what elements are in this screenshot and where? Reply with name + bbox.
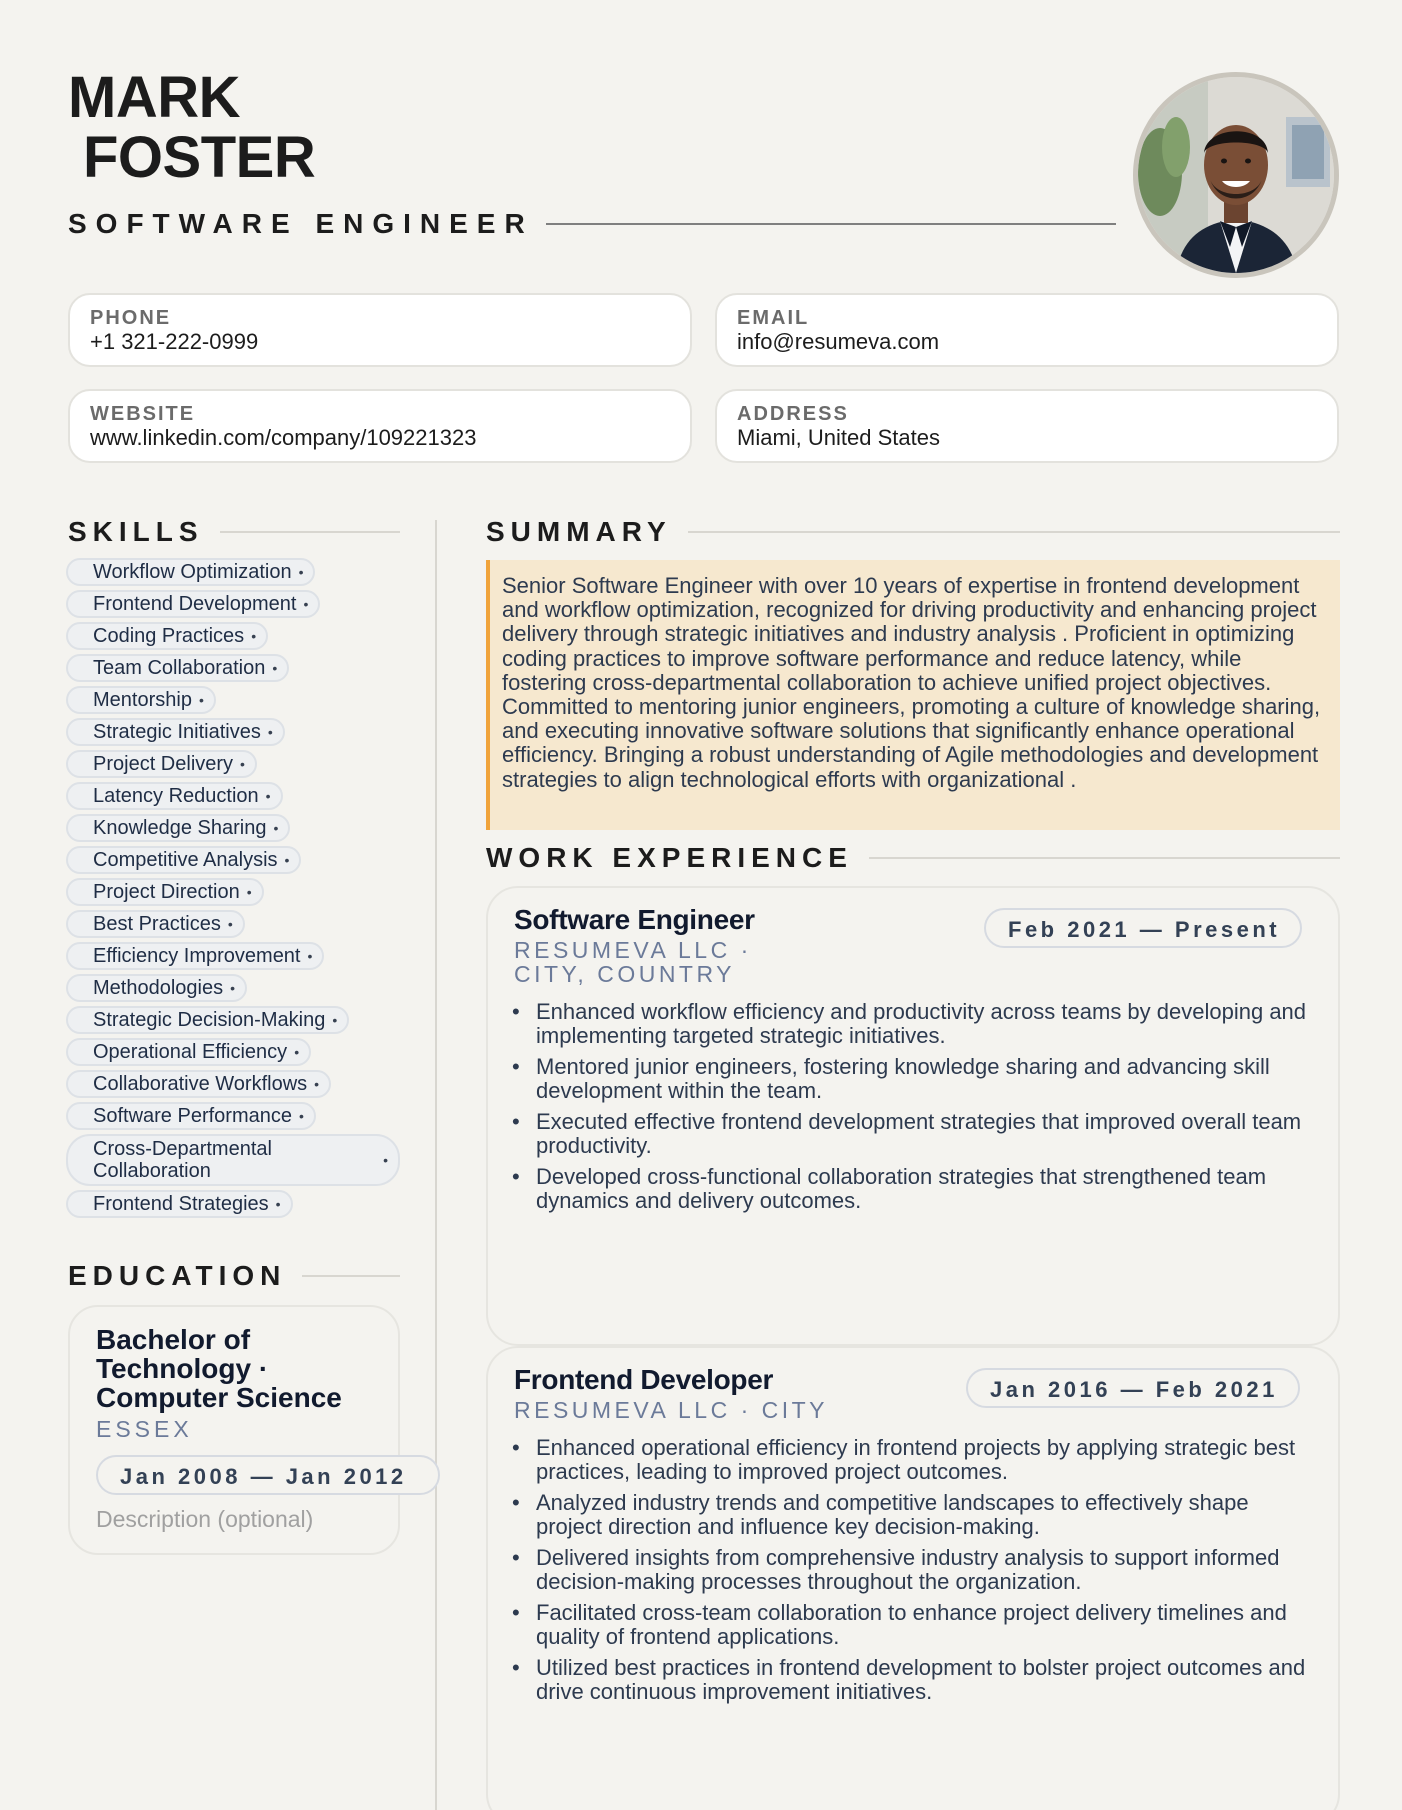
skill-label: Methodologies <box>93 977 224 999</box>
column-divider <box>435 520 437 1810</box>
skill-label: Frontend Development <box>93 593 297 615</box>
skill-separator: • <box>227 916 233 932</box>
job-dates: Feb 2021 — Present <box>984 908 1302 948</box>
job-bullet: • Utilized best practices in frontend development to bolster project outcomes and drive continuous improvement initiatives. <box>512 1656 1312 1704</box>
skill-separator: • <box>303 596 309 612</box>
skill-separator: • <box>251 628 257 644</box>
avatar-illustration <box>1138 77 1334 273</box>
skill-chip <box>66 1070 331 1098</box>
skill-separator: • <box>246 884 252 900</box>
skills-list <box>66 558 402 1222</box>
skill-label: Strategic Decision-Making <box>93 1009 326 1031</box>
address-value: Miami, United States <box>737 425 940 450</box>
skill-label: Project Direction <box>93 881 240 903</box>
phone-card <box>68 293 692 367</box>
job-bullet: • Enhanced operational efficiency in frontend projects by applying strategic best practices, leading to improved project outcomes. <box>512 1436 1312 1484</box>
job-bullet: • Analyzed industry trends and competitive landscapes to effectively shape project direction and influence key decision-making. <box>512 1491 1312 1539</box>
website-value[interactable]: www.linkedin.com/company/109221323 <box>90 425 477 450</box>
skill-chip <box>66 974 247 1002</box>
last-name: FOSTER <box>83 125 316 190</box>
job-bullet: • Delivered insights from comprehensive industry analysis to support informed decision-making processes throughout the organization. <box>512 1546 1312 1594</box>
job-bullet: • Executed effective frontend development strategies that improved overall team productivity. <box>512 1110 1312 1158</box>
education-rule <box>302 1275 400 1277</box>
skill-separator: • <box>275 1196 281 1212</box>
job-bullet: • Mentored junior engineers, fostering knowledge sharing and advancing skill development within the team. <box>512 1055 1312 1103</box>
skill-chip <box>66 1006 349 1034</box>
skill-label: Strategic Initiatives <box>93 721 261 743</box>
website-label: WEBSITE <box>90 403 196 425</box>
skill-chip <box>66 942 324 970</box>
job-bullets <box>512 1000 1312 1220</box>
skill-chip <box>66 1038 311 1066</box>
skill-chip <box>66 1190 293 1218</box>
job-bullets <box>512 1436 1312 1711</box>
name-block <box>68 65 316 190</box>
email-card <box>715 293 1339 367</box>
skill-separator: • <box>273 820 279 836</box>
skill-label: Project Delivery <box>93 753 234 775</box>
job-card-software-engineer <box>486 886 1340 1346</box>
skill-chip <box>66 654 289 682</box>
skill-separator: • <box>267 724 273 740</box>
title-divider <box>546 223 1116 225</box>
job-company: RESUMEVA LLC · CITY <box>514 1397 829 1423</box>
skill-chip <box>66 814 290 842</box>
education-title: EDUCATION <box>68 1260 287 1291</box>
summary-title: SUMMARY <box>486 516 672 547</box>
skill-label: Cross-Departmental Collaboration <box>93 1138 272 1182</box>
job-dates: Jan 2016 — Feb 2021 <box>966 1368 1300 1408</box>
education-school: ESSEX <box>96 1416 193 1442</box>
summary-text: Senior Software Engineer with over 10 years of expertise in frontend development and workflow optimization, recognized for driving productivity and enhancing project delivery through strategic initiatives and industry analysis . Proficient in optimizing coding practices to improve software performance and reduce latency, while fostering cross-departmental collaboration to achieve unified project objectives. Committed to mentoring junior engineers, promoting a culture of knowledge sharing, and executing innovative software solutions that significantly enhance operational efficiency. Bringing a robust understanding of Agile methodologies and development strategies to align technological efforts with organizational . <box>502 573 1321 792</box>
skill-label: Software Performance <box>93 1105 292 1127</box>
job-bullet: • Enhanced workflow efficiency and productivity across teams by developing and implementing targeted strategic initiatives. <box>512 1000 1312 1048</box>
skill-label: Best Practices <box>93 913 221 935</box>
skill-chip <box>66 846 301 874</box>
website-card <box>68 389 692 463</box>
job-title: Software Engineer <box>514 904 755 935</box>
first-name: MARK <box>68 65 240 130</box>
skill-chip <box>66 622 268 650</box>
experience-heading <box>486 842 1340 874</box>
job-company: RESUMEVA LLC · CITY, COUNTRY <box>514 937 752 987</box>
skill-label: Workflow Optimization <box>93 561 292 583</box>
skill-chip <box>66 750 257 778</box>
skill-chip <box>66 878 264 906</box>
skill-chip <box>66 558 315 586</box>
skills-title: SKILLS <box>68 516 204 547</box>
experience-title: WORK EXPERIENCE <box>486 842 853 873</box>
experience-rule <box>869 857 1340 859</box>
summary-box <box>486 560 1340 830</box>
skill-separator: • <box>298 1108 304 1124</box>
skill-chip <box>66 910 245 938</box>
job-card-frontend-developer <box>486 1346 1340 1810</box>
address-card <box>715 389 1339 463</box>
job-title: Frontend Developer <box>514 1364 774 1395</box>
skill-label: Team Collaboration <box>93 657 266 679</box>
skills-heading <box>68 516 400 548</box>
title-row <box>68 208 1116 240</box>
job-bullet: • Developed cross-functional collaboration strategies that strengthened team dynamics and delivery outcomes. <box>512 1165 1312 1213</box>
summary-rule <box>688 531 1340 533</box>
education-degree: Bachelor of Technology · Computer Science <box>96 1324 342 1413</box>
skill-chip <box>66 718 285 746</box>
education-heading <box>68 1260 400 1292</box>
skills-rule <box>220 531 400 533</box>
skill-separator: • <box>240 756 245 772</box>
skill-label: Knowledge Sharing <box>93 817 267 839</box>
skill-chip <box>66 1134 400 1186</box>
job-title: SOFTWARE ENGINEER <box>68 208 534 239</box>
skill-separator: • <box>383 1152 388 1168</box>
education-description[interactable]: Description (optional) <box>96 1506 314 1532</box>
skill-separator: • <box>307 948 313 964</box>
skill-separator: • <box>298 564 304 580</box>
skill-chip <box>66 590 320 618</box>
skill-label: Competitive Analysis <box>93 849 278 871</box>
skill-label: Efficiency Improvement <box>93 945 301 967</box>
summary-heading <box>486 516 1340 548</box>
skill-label: Frontend Strategies <box>93 1193 269 1215</box>
skill-label: Coding Practices <box>93 625 245 647</box>
skill-separator: • <box>332 1012 338 1028</box>
phone-value[interactable]: +1 321-222-0999 <box>90 329 259 354</box>
skill-label: Latency Reduction <box>93 785 259 807</box>
skill-separator: • <box>230 980 235 996</box>
skill-separator: • <box>265 788 271 804</box>
skill-chip <box>66 782 283 810</box>
job-bullet: • Facilitated cross-team collaboration to enhance project delivery timelines and quality of frontend applications. <box>512 1601 1312 1649</box>
profile-photo <box>1133 72 1339 278</box>
skill-chip <box>66 1102 316 1130</box>
email-value[interactable]: info@resumeva.com <box>737 329 940 354</box>
skill-separator: • <box>314 1076 320 1092</box>
skill-label: Operational Efficiency <box>93 1041 288 1063</box>
email-label: EMAIL <box>737 307 810 329</box>
skill-separator: • <box>294 1044 300 1060</box>
skill-label: Collaborative Workflows <box>93 1073 308 1095</box>
skill-separator: • <box>284 852 290 868</box>
skill-separator: • <box>198 692 204 708</box>
address-label: ADDRESS <box>737 403 849 425</box>
skill-chip <box>66 686 216 714</box>
skill-label: Mentorship <box>93 689 192 711</box>
education-dates: Jan 2008 — Jan 2012 <box>96 1455 440 1495</box>
skill-separator: • <box>272 660 278 676</box>
phone-label: PHONE <box>90 307 172 329</box>
